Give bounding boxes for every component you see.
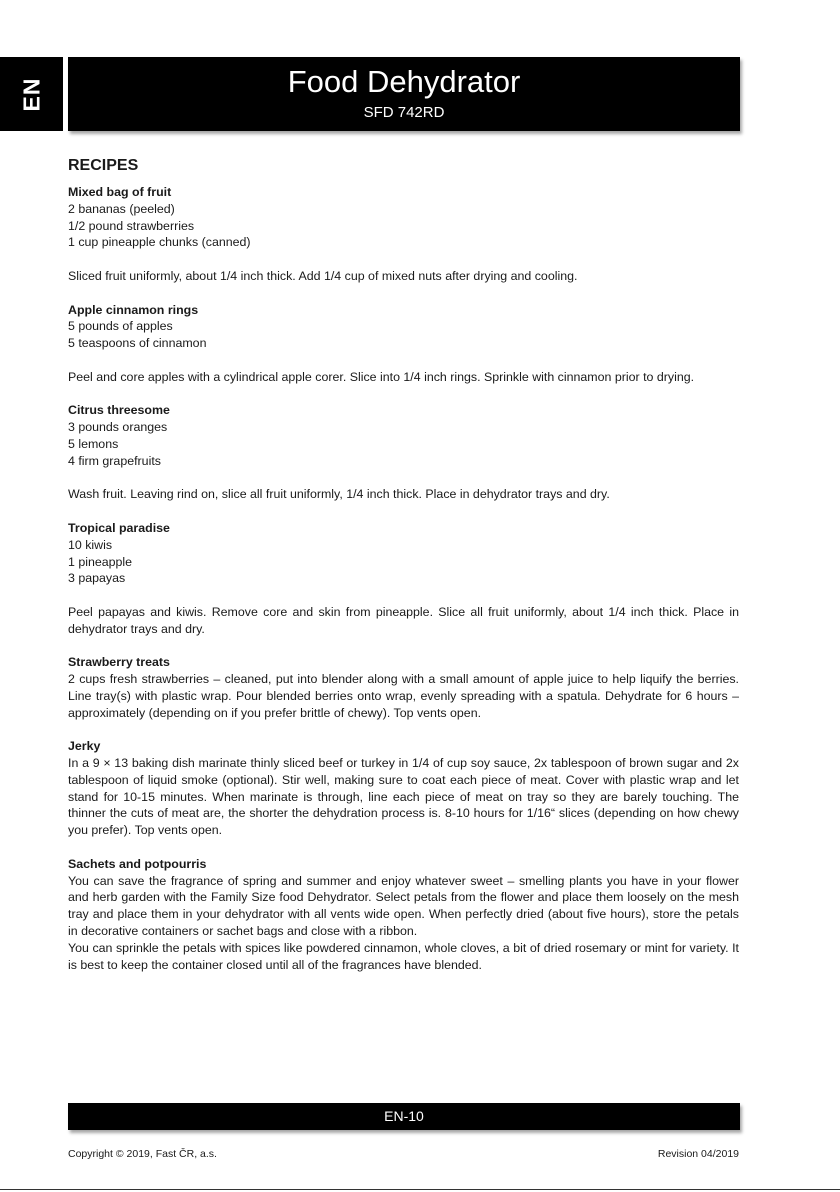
ingredient-line: 10 kiwis bbox=[68, 537, 113, 552]
recipe-title: Tropical paradise bbox=[68, 520, 170, 535]
recipe-instructions: Peel and core apples with a cylindrical apple corer. Slice into 1/4 inch rings. Sprinkle with cinnamon prior to drying. bbox=[68, 369, 695, 384]
ingredient-line: 5 lemons bbox=[68, 436, 119, 451]
page-number: EN-10 bbox=[384, 1108, 424, 1124]
recipe-block bbox=[68, 520, 739, 638]
recipe-instructions: In a 9 × 13 baking dish marinate thinly sliced beef or turkey in 1/4 of cup soy sauce, 2x tablespoon of brown sugar and 2x tablespoon of liquid smoke (optional). Stir well, making sure to coat each piece of meat. Cover with plastic wrap and let stand for 10-15 minutes. When marinate is through, line each piece of meat on tray so they are barely touching. The thinner the cuts of meat are, the shorter the dehydration process is. 8-10 hours for 1/16“ slices (depending on how chewy you prefer). Top vents open. bbox=[68, 756, 739, 838]
bottom-rule bbox=[0, 1189, 840, 1190]
document-title: Food Dehydrator bbox=[287, 64, 521, 99]
header-bar bbox=[68, 57, 740, 131]
page-number-bar bbox=[68, 1103, 740, 1130]
recipe-instructions: Peel papayas and kiwis. Remove core and skin from pineapple. Slice all fruit uniformly, about 1/4 inch thick. Place in dehydrator trays and dry. bbox=[68, 604, 739, 636]
recipe-block bbox=[68, 302, 739, 386]
recipe-block bbox=[68, 738, 739, 839]
recipe-instructions: You can sprinkle the petals with spices like powdered cinnamon, whole cloves, a bit of dried rosemary or mint for variety. It is best to keep the container closed until all of the fragrances have blended. bbox=[68, 940, 739, 972]
language-tab bbox=[0, 57, 63, 131]
recipe-block bbox=[68, 184, 739, 285]
recipe-instructions: 2 cups fresh strawberries – cleaned, put into blender along with a small amount of apple juice to help liquify the berries. Line tray(s) with plastic wrap. Pour blended berries onto wrap, evenly spreading with a spatula. Dehydrate for 6 hours – approximately (depending on if you prefer brittle of chewy). Top vents open. bbox=[68, 672, 739, 720]
model-number: SFD 742RD bbox=[363, 104, 445, 121]
revision: Revision 04/2019 bbox=[657, 1148, 739, 1160]
recipe-instructions: Wash fruit. Leaving rind on, slice all fruit uniformly, 1/4 inch thick. Place in dehydrator trays and dry. bbox=[68, 487, 610, 502]
ingredient-line: 1 cup pineapple chunks (canned) bbox=[68, 235, 251, 250]
section-title: RECIPES bbox=[68, 157, 139, 174]
recipe-title: Jerky bbox=[68, 739, 101, 754]
ingredient-line: 5 teaspoons of cinnamon bbox=[68, 336, 207, 351]
recipe-title: Sachets and potpourris bbox=[68, 856, 207, 871]
recipe-block bbox=[68, 856, 739, 974]
ingredient-line: 5 pounds of apples bbox=[68, 319, 173, 334]
recipe-instructions: You can save the fragrance of spring and summer and enjoy whatever sweet – smelling plants you have in your flower and herb garden with the Family Size food Dehydrator. Select petals from the flower and place them loosely on the mesh tray and place them in your dehydrator with all vents wide open. When perfectly dried (about five hours), store the petals in decorative containers or sachet bags and close with a ribbon. bbox=[68, 873, 739, 939]
ingredient-line: 1 pineapple bbox=[68, 554, 133, 569]
ingredient-line: 4 firm grapefruits bbox=[68, 453, 161, 468]
language-label: EN bbox=[17, 77, 44, 111]
recipe-title: Mixed bag of fruit bbox=[68, 185, 172, 199]
recipes-list bbox=[68, 184, 739, 973]
recipe-instructions: Sliced fruit uniformly, about 1/4 inch thick. Add 1/4 cup of mixed nuts after drying and cooling. bbox=[68, 268, 578, 283]
recipes-content bbox=[68, 154, 739, 990]
ingredient-line: 1/2 pound strawberries bbox=[68, 218, 195, 233]
recipe-block bbox=[68, 654, 739, 721]
ingredient-line: 3 pounds oranges bbox=[68, 420, 168, 435]
recipe-block bbox=[68, 402, 739, 503]
ingredient-line: 3 papayas bbox=[68, 571, 126, 586]
recipe-title: Strawberry treats bbox=[68, 655, 170, 670]
recipe-title: Apple cinnamon rings bbox=[68, 302, 199, 317]
recipe-title: Citrus threesome bbox=[68, 403, 170, 418]
copyright: Copyright © 2019, Fast ČR, a.s. bbox=[68, 1148, 217, 1160]
ingredient-line: 2 bananas (peeled) bbox=[68, 201, 175, 216]
